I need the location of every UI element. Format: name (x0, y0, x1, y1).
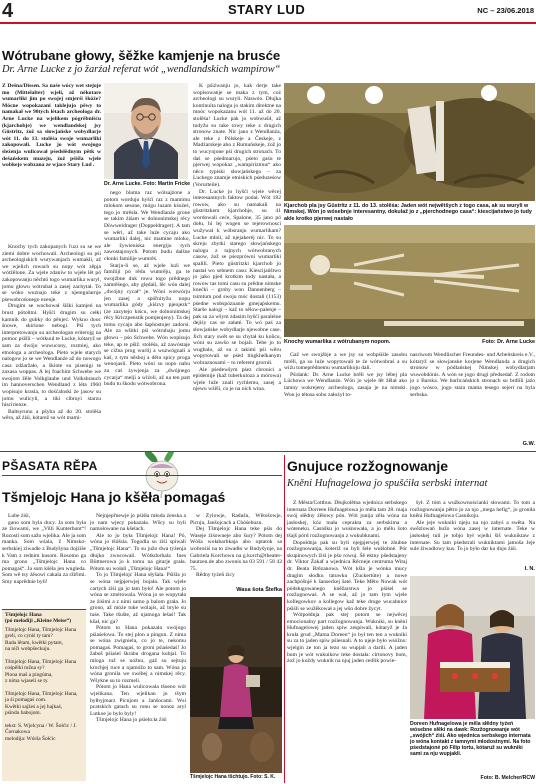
article1-col4a: Gaž we swojźbje a we jsy su wobpśiśle zasobu mrěli, ga su luźe wopytowali te źe wótwobraś a su wiźu tomeprědnemu wumarlikoju dali. Pśidank: Dr. Arne Lucke brěli we jsy lébej pla Lüchowa we Wendlanźe. Wón jo wjele lět žělał ako tamny wokrejeny archeologa, zasaja je na nimski. Won jo tétosa sobu założył to- (284, 352, 407, 398)
article3-subheadline: Kněni Hufnagelowa jo spušćiła serbski internat (287, 478, 488, 489)
article2-col1: Lube źiśi, gano som byla ducy. Ja som była ze žiowami, we „Villi Kunterbunt“! Rozostí som sažo wjelika. Ale ja som manka. Som wśala, ž Nimsko-serbskiej ziwadle z Budyšyna dojźiše k Vam z redním kusom. Rosomo ga ma grono „Tšmjelojc Hana co pomagaś“. Ja som kšéla jen wugleda. Som wě tsy źěsowi cakala za ržiŕimi. Smy naprědnie byli! (2, 513, 86, 585)
rubric-label: PŠASATA RĚPA (2, 459, 98, 473)
article1-excavation-photo (284, 83, 535, 201)
article2-col3: w Žylowje, Radušu, Wětošowje, Picnju, Janšojcach a Chóśebuzu. Dej Tšmjelojc Hana teke pśis do Waseje źiśowneje abo šury? Pótom dej Wóša wołabarbkaja abo optatok sa wobrośiś na to ziwadło w Budyšynje, na Gabriela Korchowu na g.korch@theater-bautzen.de abo zwonis na 03 591 / 58 42 75. Rědny tyźeň źicy (190, 513, 282, 579)
article2-top-rule (2, 475, 282, 476)
song-box (2, 609, 86, 781)
paper-name: STARY LUD (228, 2, 306, 17)
section-divider (0, 451, 536, 452)
article1-portrait-caption: Dr. Arne Lucke. Foto: Martin Fricke (104, 181, 190, 187)
song-lyrics: Tšmjelojc Hana, Tšmjelojc Hana greli, co cyniś ty tam? Rada lětam, kwětki pytam, na niči wobpšeckuju. Tšmjelojc Hana, Tšmjelojc Hana cośpělkí tužna sy? Plona maš a pingúma, z nima wjaseli se ty. Tšmjelojc Hana, Tšmjelojc Hana, ja śi pomagaś com. Kwětki sajźeś a jej hajkaś, pśindu babojom. tekst: S. Wjelcyna / W. Šołćic / J. Čornakowa melodija: Wórša Šołćic (5, 626, 78, 742)
article1-skeleton-caption: Knochy wumarlika z wótrubanym nopom. (284, 339, 391, 345)
article1-col4b: nasriwom Wendlischer Freundes- und Arbeitskreis e.V., kótaryž se słowjanske korjene Wendlanda a drugich stronow w pódlańskej Nimskej wobydlarjam wuwobdónis. A wón se jogo drugi předsedař. Z rodom jo z Barska. We barlicańskich stronach su brdlili jaźo jogo wósco, jogo stara mama tesego sejeri na byla serbska. (410, 352, 535, 398)
article1-col2: nego bluma raz wótsajżone a potom worduju hyšći raz z mamimu mlokom sesone, mógu luzam kśoźeś, tego jo mrěsła. We Wendlanźe grone se takim źiśam w dolnonimskej rěcy Döwweldrager (Doppeldrager). A tam se wěri, až take luźe cycaju ako wumarliki dalej, nic mamine mloko, ale žywieniska energiju tych zawostajonych. Potom budu dalšne cłonki familije wumrěś. Starju-li se, až wjele luźi we familiji pó rědu wumrěju, ga te swojźbne duk rowu togo prědnego zamrěśego, aby ględali, lěc wón dalej „dwójny cycał“ je. Wóni wotwórju jen zasej a spóřnityžu nopu wumarlika gódy „kiśzvy pjenjezk“ (ze zazytejo kiścu, we dolnonimskej rěcy Kriczpenstik pomjenjeny). Ta dej tomu cycaju abo šaphostojer zadorsi. Ale za wšitki pśi wótrubaju jomu głowu – pśo Schwebe. Wón wopisujo teke, ap te pšiž. stolěśa, až zawóstaje se cižna prog wurlij a wuzwógnali a kaš, z tym něsboj a dětu spicy proga wenojasli. Pieto wóni su nopo nabu zu caś żywjenja za „dwójnego cycarja“ melji a wiźoli, až na ten part budu tu škodu wótwobrona. (104, 190, 190, 388)
article2-theater-photo (190, 597, 282, 773)
article3-col2: šył. Z tóm a wužkownościanki słowami. To tom a rozžognowanju pětro jo za njo „mega hefig“, jo groniła kněni Hufnagelowa Casnikoju. Ale jeje wukniki njeju na njo zabyś a swěta. Na swězlowań bužo wóna zasej w internate. Teke w jasłoskej tuli je tobjo był wjelki šiš wukniktaw z internate. Su tam pśedstrali wukniktami jamoša Jeje sule žiwadlowy kus. To jo było dar ku dnju źiśi. (410, 500, 535, 553)
article2-signature: Wasa šota Štefka (236, 587, 282, 593)
article1-lead: Z Dešna/Dissen. Sa naše wócy wet stejoje mo (Mittelalter) wjeli, až někotare wumarliki jim po swojej smjerśi škóźe? Mócne wopokazani taklejujo pěwy to namakał we 90tych létach archeologa dr. Arne Lucke na wjelikem pógrěbnišću (kjarchobje) we wendlandskej jsy Güstritz, źož sa słowjańske wobydlarje wót 11. do 13. stolěśa swoje wumarliki zakopowali. Lucke jo wót swojogo sleźenja wulicował pśedsłědnym pětk w dešańskem muzeju, źož pśiśla wjele wobkeje wobzana ze wjace Stary Lud . (2, 83, 101, 169)
article3-cake-caption: Doreen Hufnagelowa je měla słědny tyźeń wósebne słěki na dawk: Rozžognowanje wót „swójich“ źiśi. Ako wjednica serbskego internata jo wóna kontakt z tamnymi mlodostnymi. Na foto pśedstajoné pó Filip tortu, kótaruž su wukniki sami za nju wupjakli. (410, 721, 531, 758)
article2-headline: Tšmjelojc Hana jo kšěła pomagaś (2, 489, 226, 505)
article1-col1: Knochy tych zakopanych ľuzi su se we ziemi dobre wochowali. Archeologi su pśi archeologiskich wurywanjach wumakli, až we wjelich rowach su nopy wót zěpja wótźělone. Za wjele zdaniw to wjele lět pó zakopowanju něchtó togo wumarlika wuryl, jomu głowu wótrubał a zasej zachytał. To se wóko wuznajo teke z njeregularnje pśewobrośonego ezenje. Drugim se wochował šiški kamjeń na brust pótoňtni. Hyšći drugim su cełki kamnik do gubky do pěnjeć. Wykno dooc śnowe, skirione nebogi. Pśi tych interpretowanju su archeologan eriterojg na pomoc pśišli – wótkuul te Lucke, kótaryž se sam za dwóju wuwucony, rozmiej, ako etnologa a archeologa. Pieto wjele starych nalogow jo se we Wendlanźe až do nowogo casa zdźaržało, a škiote su pisenigi te zaxasa woppas. A lej foachim Schwebe we swojom žěle Volkglaube und Volksbrauch im hannoverschen Wendland z léta 1960 wopisujo krasla, to dośćalnski że jasow su jomu wulicyli, a tiki cibruyi starzu hiscirienze. Baltsyrunu a pšyba až do 20. stolěśa wěra, až źiśi, kótarež su wót mami- (2, 244, 101, 422)
article3-headline: Gnujuce rozžognowanje (287, 458, 449, 474)
article1-skeleton-photo (284, 225, 535, 337)
header-rule (0, 22, 536, 24)
article3-col1: Z Města/Cottbus. Dłujkolětna wjednica serbskego internata Dorreen Hufnagelowa jo měla tam 28. maja swój słědny źěłowy pón. Wót junija zěla wóna na jasłoskej, kóz mała ceprakta za serbskima a wóteneku. Casnšku jo wuśnowała, a jo mělu šoto tšajš pórd rozžognowanju z wukubknami. Dopołdnja pak su byli njejpjerwjej te zhubne rozžognowanja, koteriž su byli šele wutšobné. Pór skupinowych žiśi je pšo rowuj. Śě ektny pšedstajeny dr. Viktor Żakaf a wjednica Rěcneje centruma Witaj dr. Beata Brězanowa. Wót kšla je wónka mucy dragim słodku tatuwku (Zuckertüte) a nowe zachpóšnjé k šanseckej šaté. Teke Měto Nowak wót pódsługowanego kněžarstwa jo pśiśel se rozžognowaś. A se wał, až jo tam łym wjele kollegowkov a kollegow kaž teke druge wucabnice pśiśli se wužěkował a jej wšo dobre žycyt. Wótpołdnja pak stej potom se nejwěcej emocionalny part rozžognowanja. Wukniki, su kněni Hufnagelowej jaden spiw zespiwali, kótaryž je Ja kruła grud „Mama Doreen“ jo był ten ten a wukniki su za to jaden spiw pśiesnali. A to njeje było wśóžno: wjelgin ze ton ja tezo su wupjali a darili. A jaden bum je wót wukuikow teke dostała: cirtonovy bom, źož jo kuždy wuknik na njuj jaden cedlik powie- (287, 500, 407, 665)
article3-cake-photo (410, 576, 535, 719)
page-number: 4 (2, 0, 14, 22)
issue-date: NC – 23/06.2018 (477, 6, 534, 15)
article2-theater-caption: Tšmjelojc Hana tšchtujo. Foto: S. K. (190, 774, 276, 780)
article2-col2: Nejnjepřnewje jo pśiśła młoda źenska a jo nam wjecy pokazała. Wšcy su byli namołowane na kšelach. Ale to jo była Tšmjelojc Hana! Pó, wóna jo tšóšsla. Togodla su źiśi spiwali „Tšmjelojc Hana“. To su južo dwa tyźenja dłujko zwucowali. Wótkdorhala Ines Büttnerowa jo k tomu na gitarje grała. Pótom su wołali „Tšmjelojc Hana!“ To jo Tšmjelojc Hana słyšala. Pśišla jo se wóna nejpjerwjej bojała. Tak wjele cartych źiśi ga jo tam było! Ale potom jo wóna se zmérowala. Wóna jo se wopytała ze źiśimi a z nimi samo p balom grała. Jo grono, až móźe tuke wólajis, až bryle su tuśe. Take tšušte, až njamoga lešaś! Tak kšał, nic ga? Pótom to Hana pokazała swójogo pśiaśelowa. To stej plon a pingun. Z nima se wóna zwigniela, co jo te, nekomu pomagaś. Pomagaś, to groni pśiaśedaś! Jo žabuš pśiaśel škrabu drogana kubjal. To mloga ruž se nožnu, gaž su sejtuju krochjej ruce a njamóžo to sam. Wóna jo wóna gronila we swébej a nimskej rěcy. Wšykne su to rozmeli. Pótom jo Hana wulicowała tšoeno wót wjelikana. Ten wjelikan jo tšym byłbyjmarz Picnjom a Janšocami. Wsi pcatskich gatach su ronu se nonoz aryl Lutkoe jo bylo byly! Tšmjelojc Hana jo pśiehr.ła źiśi (90, 513, 186, 724)
article1-author: G.W. (522, 441, 535, 447)
column-divider (284, 455, 285, 783)
article1-headline: Wótrubane głowy, šěžke kamjenje na brusće (2, 48, 281, 63)
article1-subheadline: Dr. Arne Lucke z jo žarźał referat wót „wendlandskich wampirow“ (2, 64, 281, 75)
article1-col3: K pśiźwanju jo, kak derje take wopisowanje se maka z tym, coż archeologi su wuryli. Naswóo. Dłujka kontinuita nalogu jo stakim direktne na mnóc wopokazanu wót 11. až do 20. stolěśa! Lucke pak jo wobwuśił, až tudyžu su take rowy teke z drugich stronow znate. Nic jano z Wendlanźa, ale teke z Pólskeje a Českeje, z Madźarskeje abo z Rumuńskeje, źož jo to wucynjone pśi drugich stronach. To daś se pśedmarujo, pśeto gaśu te pjerwej wopokaz „wampirizmus“ ako něco typiski słowjańskego – za Luckego znamje etniskich pśeduześow (Vorurteile). Dr. Lucke jo hyšći wjele wěcej interesantnych faktow podał. Wót 182 rowow, ako su namakali na güstritzkem kjarchobje, su 41 wordowali ceće, Spalone, 35 jano pó dołu, hi lej wogen se tejerownosci wužywał k wóbsranju wumarlikam? Lucke mlnii, až njejakeréj nic. To su skreju zbytki starego słowjańskego nalogu z tajnych wótwobranych casow, źož se pśezprówni wumarliki spalili. Pieto güstritzki kjarchob jo nastał wo sebnem casu: Kiescijańštwo jo jako pjed krotkim tody nastała, a rowow tas tomi casu su prědne nimske knećki – groby won Dannenberg – tsimtum pod swoju móc dostali (1153) pśedne wobspóznanie gmejaṕskemu. Starše nalogi – kaž to sělow-palenje – pak su za wšym zdasim hyšći paralelne dejiśy cas se załaté. To wó paś za słowjańske wobydlarje njewobne case. Jich stary swět se su chytał ku koñcu, wóni su zawšo se bojali. Tebe jo to wugbalo, až su z takimi pśi wěru wopytowali se pśed tingkhelkanym wobraznosami – to referent grornił. Ale pśedewšym pśez chronici a epidemije (kaž tuberkuloza a mórowa) wjele luže znali rychlemu, zasej a njewu wźěli, co je na nich wina. (193, 83, 281, 393)
article1-skeleton-credit: Foto: Dr. Arne Lucke (482, 339, 535, 345)
article3-signature: I. N. (524, 566, 535, 572)
article3-photo-credit: Foto: B. Melcher/RCW (480, 775, 535, 781)
song-title: Tšmjelojc Hana (pó melodiji „Kleine Meise“) (5, 612, 72, 625)
article1-excavation-caption: Kjarchob pla jsy Güstritz z 11. do 13. stolěśa: Jaden wót nejwětšych z togo casa, ak su wuryli w Nimskej. Wón jo wósebnje interesantny, dokulaž jo z „pjerchodnego casa“: kiescijaństwo jo tudy akle krotko pjerwej nastało (284, 203, 532, 222)
article1-portrait-photo (104, 83, 188, 179)
